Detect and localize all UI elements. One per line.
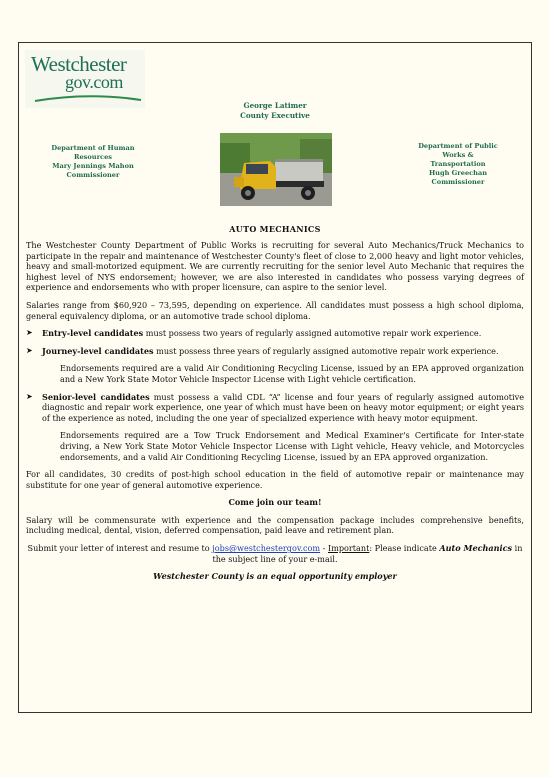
entry-level-label: Entry-level candidates — [42, 328, 144, 339]
arrow-bullet-icon: ➤ — [26, 391, 33, 401]
substitute-paragraph: For all candidates, 30 credits of post-high school education in the field of automotive repair or maintenance may substitute for one year of general automotive experience. — [26, 469, 524, 490]
email-link[interactable]: jobs@westchestergov.com — [212, 543, 321, 554]
dept-human-resources — [38, 144, 148, 180]
join-team — [26, 497, 524, 508]
submit-mid: - — [320, 543, 328, 554]
dept-right-line: Works & — [442, 151, 474, 159]
senior-level-item — [26, 392, 524, 424]
dept-right-line: Department of Public — [418, 142, 498, 150]
entry-level-item — [26, 328, 524, 339]
westchester-logo — [25, 50, 145, 108]
dept-left-line: Commissioner — [66, 171, 120, 179]
dept-left-line: Department of Human — [51, 144, 135, 152]
logo-line1: Westchester — [31, 52, 127, 76]
dept-left-line: Resources — [74, 153, 112, 161]
entry-level-text: must possess two years of regularly assigned automotive repair work experience. — [143, 328, 482, 339]
important-label: Important — [328, 543, 370, 554]
truck-photo — [220, 133, 332, 206]
page-title: AUTO MECHANICS — [229, 224, 321, 234]
eoe-text: Westchester County is an equal opportunity employer — [153, 571, 397, 582]
journey-endorsements: Endorsements required are a valid Air Conditioning Recycling License, issued by an EPA approved organization and a New York State Motor Vehicle Inspector License with Light vehicle certification. — [60, 363, 524, 384]
submit-instructions — [26, 543, 524, 564]
join-team-text: Come join our team! — [228, 497, 322, 508]
dept-right-line: Transportation — [430, 160, 486, 168]
journey-level-label: Journey-level candidates — [42, 345, 154, 356]
dept-left-line: Mary Jennings Mahon — [52, 162, 134, 170]
senior-level-label: Senior-level candidates — [42, 391, 150, 402]
arrow-bullet-icon: ➤ — [26, 345, 33, 355]
dept-public-works — [403, 142, 513, 187]
subject-line: Auto Mechanics — [439, 543, 513, 554]
executive-name: George Latimer — [243, 101, 307, 110]
dept-right-line: Hugh Greechan — [428, 169, 488, 177]
job-description — [26, 240, 524, 589]
eoe-statement — [26, 571, 524, 582]
submit-end: in the subject line of your e-mail. — [212, 543, 523, 564]
arrow-bullet-icon: ➤ — [26, 328, 33, 338]
senior-level-text: must possess a valid CDL “A” license and four years of regularly assigned automotive diagnostic and repair work experience, one year of which must have been on heavy motor equipment; or eight years of the experience as noted, including the one year of specialized experience with heavy motor equipment. — [42, 391, 524, 423]
salary-note: Salary will be commensurate with experience and the compensation package includes comprehensive benefits, including medical, dental, vision, deferred compensation, paid leave and retirement plan. — [26, 514, 524, 536]
executive-title: County Executive — [240, 111, 310, 120]
submit-post: : Please indicate — [369, 543, 440, 554]
journey-level-text: must possess three years of regularly assigned automotive repair work experience. — [153, 345, 499, 356]
county-executive — [0, 101, 550, 121]
journey-level-item — [26, 346, 524, 357]
logo-line2: gov.com — [65, 72, 123, 92]
submit-pre: Submit your letter of interest and resume to — [27, 543, 213, 554]
senior-endorsements: Endorsements required are a Tow Truck Endorsement and Medical Examiner's Certificate for Inter-state driving, a New York State Motor Vehicle Inspector License with Light vehicle, Heavy vehicle, and Motorcycles endorsements, and a valid Air Conditioning Recycling License, issued by an EPA approved organization. — [60, 430, 524, 462]
dept-right-line: Commissioner — [431, 178, 485, 186]
salary-paragraph: Salaries range from $60,920 – 73,595, depending on experience. All candidates must possess a high school diploma, general equivalency diploma, or an automotive trade school diploma. — [26, 299, 524, 321]
intro-paragraph: The Westchester County Department of Public Works is recruiting for several Auto Mechanics/Truck Mechanics to participate in the repair and maintenance of Westchester County's fleet of close to 2,000 heavy and light motor vehicles, heavy and small-motorized equipment. We are currently recruiting for the senior level Auto Mechanic that requires the highest level of NYS endorsement; however, we are also interested in candidates who possess varying degrees of experience and endorsements who with proper licensure, can aspire to the senior level. — [26, 240, 524, 293]
